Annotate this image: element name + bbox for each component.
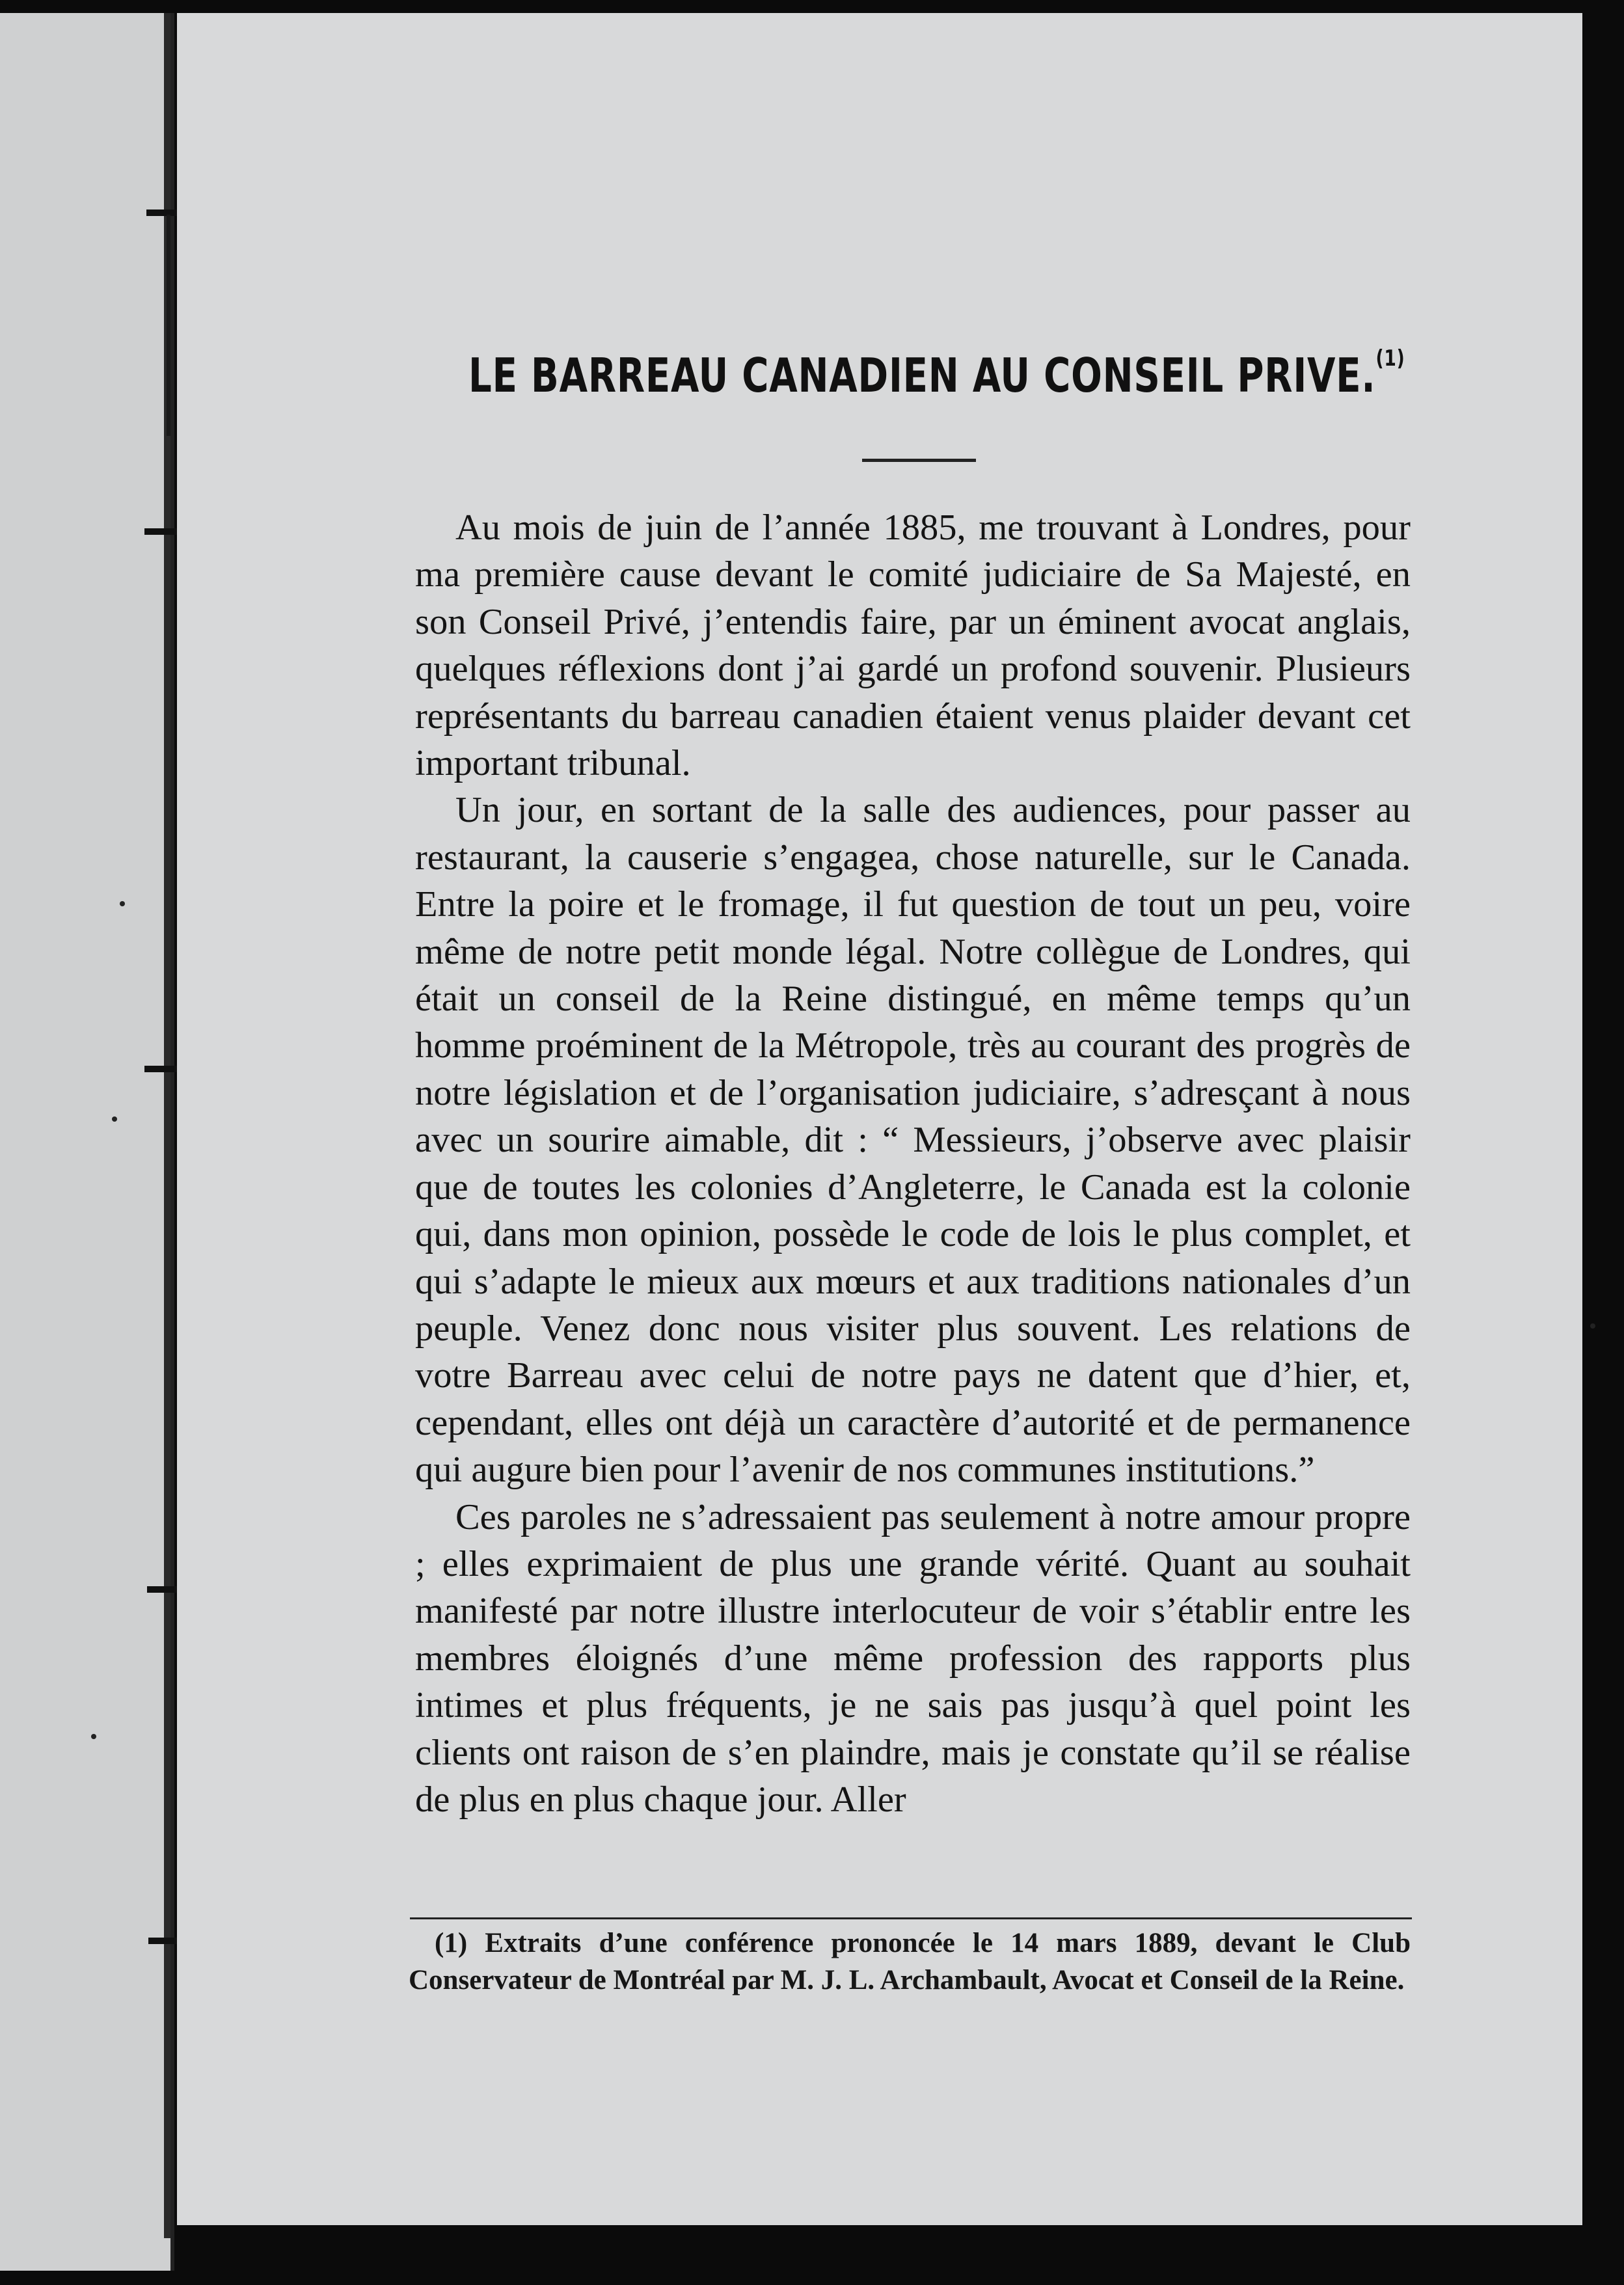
print-speck: [91, 1734, 96, 1739]
paragraph: Au mois de juin de l’année 1885, me trouvant à Londres, pour ma première cause devant le comité judiciaire de Sa Majesté, en son Conseil Privé, j’entendis faire, par un éminent avocat anglais, quelques réflexions dont j’ai gardé un profond souvenir. Plusieurs représentants du barreau canadien étaient venus plaider devant cet important tribunal.: [415, 507, 1411, 784]
binding-thread: [167, 215, 170, 436]
body-text: [415, 504, 1411, 1823]
title-text: LE BARREAU CANADIEN AU CONSEIL PRIVE.: [468, 348, 1376, 403]
paragraph: Ces paroles ne s’adressaient pas seulement à notre amour propre ; elles exprimaient de plus une grande vérité. Quant au souhait manifesté par notre illustre interlocuteur de voir s’établir entre les membres éloignés d’une même profession des rapports plus intimes et plus fréquents, je ne sais pas jusqu’à quel point les clients ont raison de s’en plaindre, mais je constate qu’il se réalise de plus en plus chaque jour. Aller: [415, 1496, 1411, 1820]
title-note-marker: (1): [1375, 345, 1405, 372]
title-rule: [862, 459, 976, 462]
page-title: [468, 345, 1405, 403]
footnote-text: (1) Extraits d’une conférence prononcée le 14 mars 1889, devant le Club Conservateur de Montréal par M. J. L. Archambault, Avocat et Conseil de la Reine.: [409, 1928, 1411, 1995]
print-speck: [1590, 1323, 1595, 1329]
paragraph: Un jour, en sortant de la salle des audiences, pour passer au restaurant, la causerie s’engagea, chose naturelle, sur le Canada. Entre la poire et le fromage, il fut question de tout un peu, voire même de notre petit monde légal. Notre collègue de Londres, qui était un conseil de la Reine distingué, en même temps qu’un homme proéminent de la Métropole, très au courant des progrès de notre législation et de l’organisation judiciaire, s’adresçant à nous avec un sourire aimable, dit : “ Messieurs, j’observe avec plaisir que de toutes les colonies d’Angleterre, le Canada est la colonie qui, dans mon opinion, possède le code de lois le plus complet, et qui s’adapte le mieux aux mœurs et aux traditions nationales d’un peuple. Venez donc nous visiter plus souvent. Les relations de votre Barreau avec celui de notre pays ne datent que d’hier, et, cependant, elles ont déjà un caractère d’autorité et de permanence qui augure bien pour l’avenir de nos communes institutions.”: [415, 790, 1411, 1491]
left-page-edge: [0, 13, 174, 2271]
print-speck: [112, 1116, 117, 1122]
footnote-rule: [410, 1917, 1412, 1919]
print-speck: [120, 901, 125, 906]
footnote: [409, 1925, 1411, 1999]
